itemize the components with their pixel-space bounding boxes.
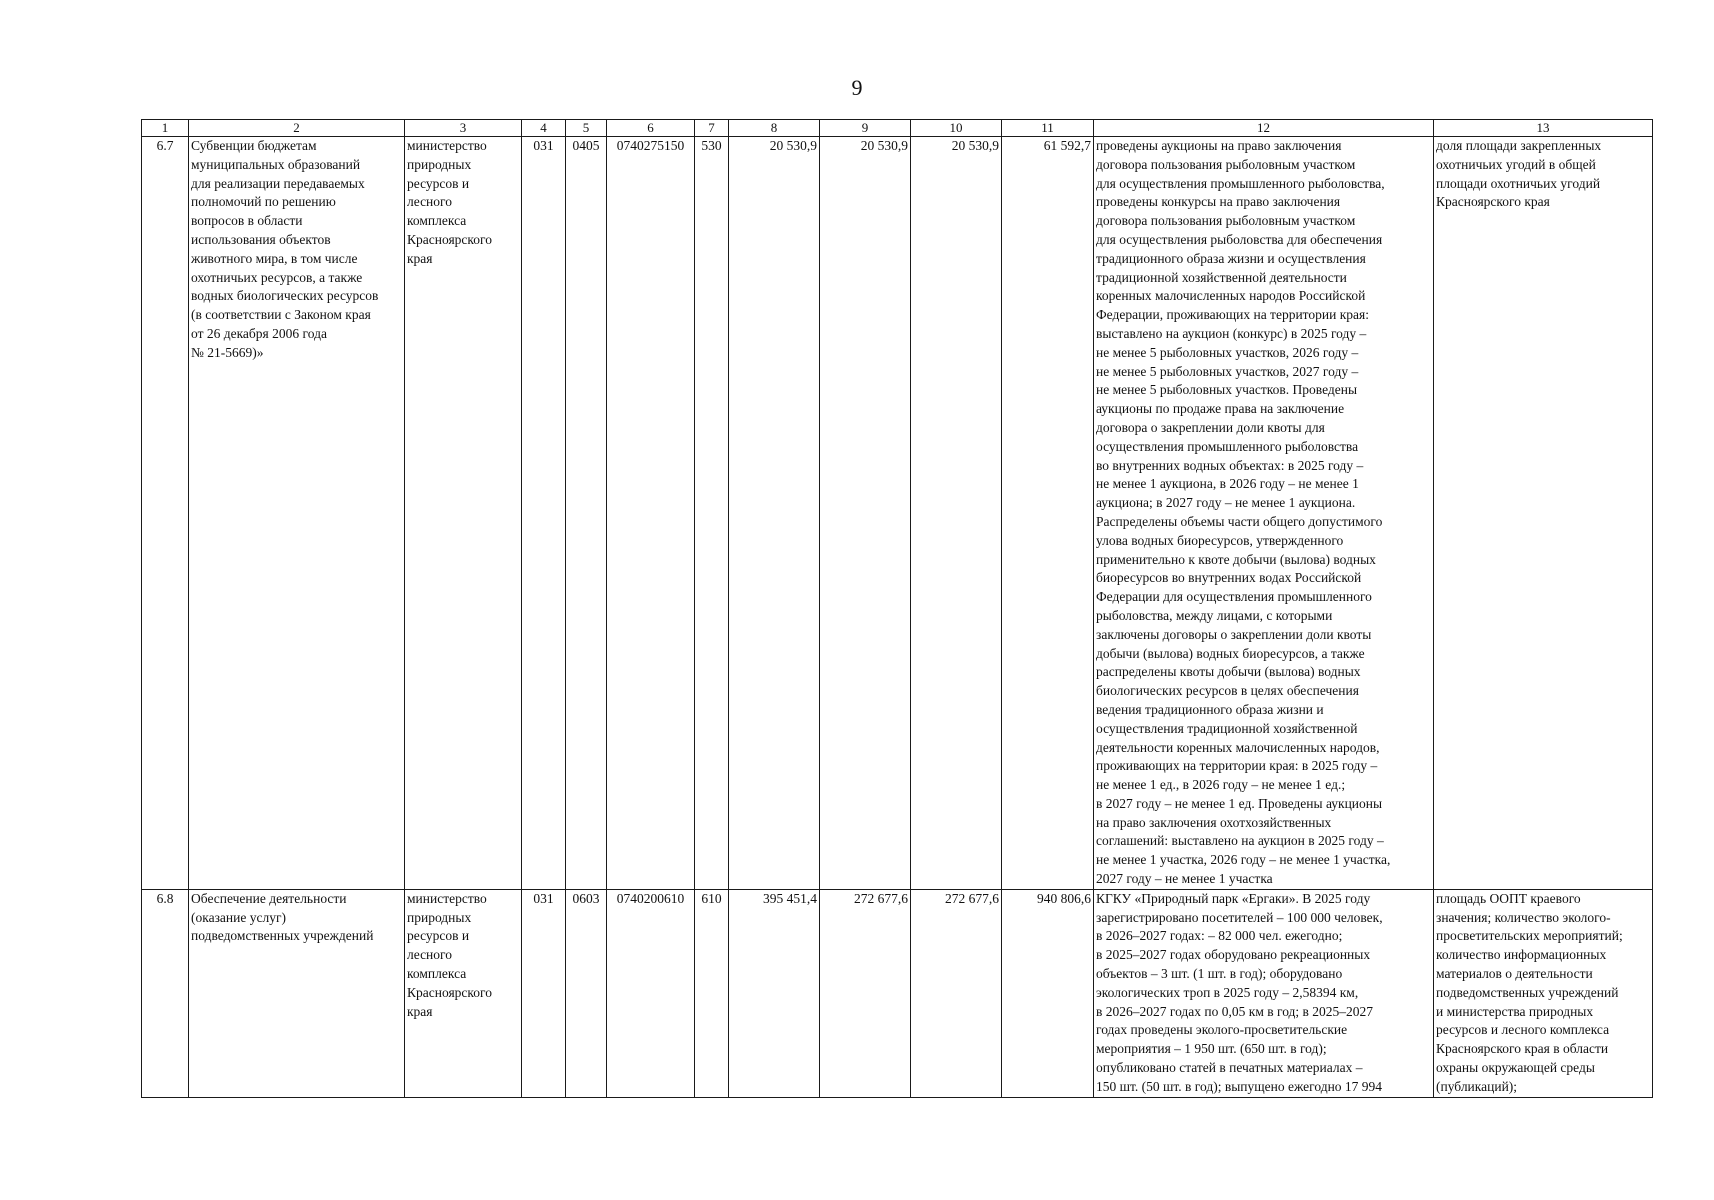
indicator: доля площади закрепленных охотничьих угодий в общей площади охотничьих угодий Красноярского края (1434, 137, 1653, 890)
table-row (142, 889, 1653, 1097)
activity-name: Субвенции бюджетам муниципальных образований для реализации передаваемых полномочий по решению вопросов в области использования объектов животного мира, в том числе охотничьих ресурсов, а также водных биологических ресурсов (в соответствии с Законом края от 26 декабря 2006 года № 21-5669)» (189, 137, 405, 890)
column-header-13: 13 (1434, 120, 1653, 137)
amount-total: 940 806,6 (1002, 889, 1094, 1097)
page-number: 9 (851, 75, 863, 100)
amount-col-10: 20 530,9 (911, 137, 1002, 890)
grbs-code: 031 (522, 137, 566, 890)
column-header-12: 12 (1094, 120, 1434, 137)
column-header-3: 3 (405, 120, 522, 137)
section-code: 0405 (566, 137, 607, 890)
target-article-code: 0740275150 (607, 137, 695, 890)
amount-col-8: 20 530,9 (729, 137, 820, 890)
column-header-1: 1 (142, 120, 189, 137)
table-row (142, 137, 1653, 890)
responsible-body: министерство природных ресурсов и лесного комплекса Красноярского края (405, 889, 522, 1097)
column-header-2: 2 (189, 120, 405, 137)
column-header-6: 6 (607, 120, 695, 137)
amount-col-9: 272 677,6 (820, 889, 911, 1097)
grbs-code: 031 (522, 889, 566, 1097)
amount-total: 61 592,7 (1002, 137, 1094, 890)
expense-type-code: 610 (695, 889, 729, 1097)
column-header-5: 5 (566, 120, 607, 137)
row-number: 6.8 (142, 889, 189, 1097)
budget-table (141, 119, 1653, 1098)
expected-result: проведены аукционы на право заключения договора пользования рыболовным участком для осуществления промышленного рыболовства, проведены конкурсы на право заключения договора пользования рыболовным участком для осуществления рыболовства для обеспечения традиционного образа жизни и осуществления традиционной хозяйственной деятельности коренных малочисленных народов Российской Федерации, проживающих на территории края: выставлено на аукцион (конкурс) в 2025 году – не менее 5 рыболовных участков, 2026 году – не менее 5 рыболовных участков, 2027 году – не менее 5 рыболовных участков. Проведены аукционы по продаже права на заключение договора о закреплении доли квоты для осуществления промышленного рыболовства во внутренних водных объектах: в 2025 году – не менее 1 аукциона, в 2026 году – не менее 1 аукциона; в 2027 году – не менее 1 аукциона. Распределены объемы части общего допустимого улова водных биоресурсов, утвержденного применительно к квоте добычи (вылова) водных биоресурсов во внутренних водах Российской Федерации для осуществления промышленного рыболовства, между лицами, с которыми заключены договоры о закреплении доли квоты добычи (вылова) водных биоресурсов, а также распределены квоты добычи (вылова) водных биологических ресурсов в целях обеспечения ведения традиционного образа жизни и осуществления традиционной хозяйственной деятельности коренных малочисленных народов, проживающих на территории края: в 2025 году – не менее 1 ед., в 2026 году – не менее 1 ед.; в 2027 году – не менее 1 ед. Проведены аукционы на право заключения охотхозяйственных соглашений: выставлено на аукцион в 2025 году – не менее 1 участка, 2026 году – не менее 1 участка, 2027 году – не менее 1 участка (1094, 137, 1434, 890)
target-article-code: 0740200610 (607, 889, 695, 1097)
amount-col-9: 20 530,9 (820, 137, 911, 890)
column-header-11: 11 (1002, 120, 1094, 137)
header-row (142, 120, 1653, 137)
column-header-8: 8 (729, 120, 820, 137)
column-header-4: 4 (522, 120, 566, 137)
section-code: 0603 (566, 889, 607, 1097)
column-header-10: 10 (911, 120, 1002, 137)
indicator: площадь ООПТ краевого значения; количество эколого- просветительских мероприятий; количество информационных материалов о деятельности подведомственных учреждений и министерства природных ресурсов и лесного комплекса Красноярского края в области охраны окружающей среды (публикаций); (1434, 889, 1653, 1097)
column-header-9: 9 (820, 120, 911, 137)
column-header-7: 7 (695, 120, 729, 137)
activity-name: Обеспечение деятельности (оказание услуг) подведомственных учреждений (189, 889, 405, 1097)
expense-type-code: 530 (695, 137, 729, 890)
expected-result: КГКУ «Природный парк «Ергаки». В 2025 году зарегистрировано посетителей – 100 000 человек, в 2026–2027 годах: – 82 000 чел. ежегодно; в 2025–2027 годах оборудовано рекреационных объектов – 3 шт. (1 шт. в год); оборудовано экологических троп в 2025 году – 2,58394 км, в 2026–2027 годах по 0,05 км в год; в 2025–2027 годах проведены эколого-просветительские мероприятия – 1 950 шт. (650 шт. в год); опубликовано статей в печатных материалах – 150 шт. (50 шт. в год); выпущено ежегодно 17 994 (1094, 889, 1434, 1097)
responsible-body: министерство природных ресурсов и лесного комплекса Красноярского края (405, 137, 522, 890)
row-number: 6.7 (142, 137, 189, 890)
amount-col-8: 395 451,4 (729, 889, 820, 1097)
amount-col-10: 272 677,6 (911, 889, 1002, 1097)
